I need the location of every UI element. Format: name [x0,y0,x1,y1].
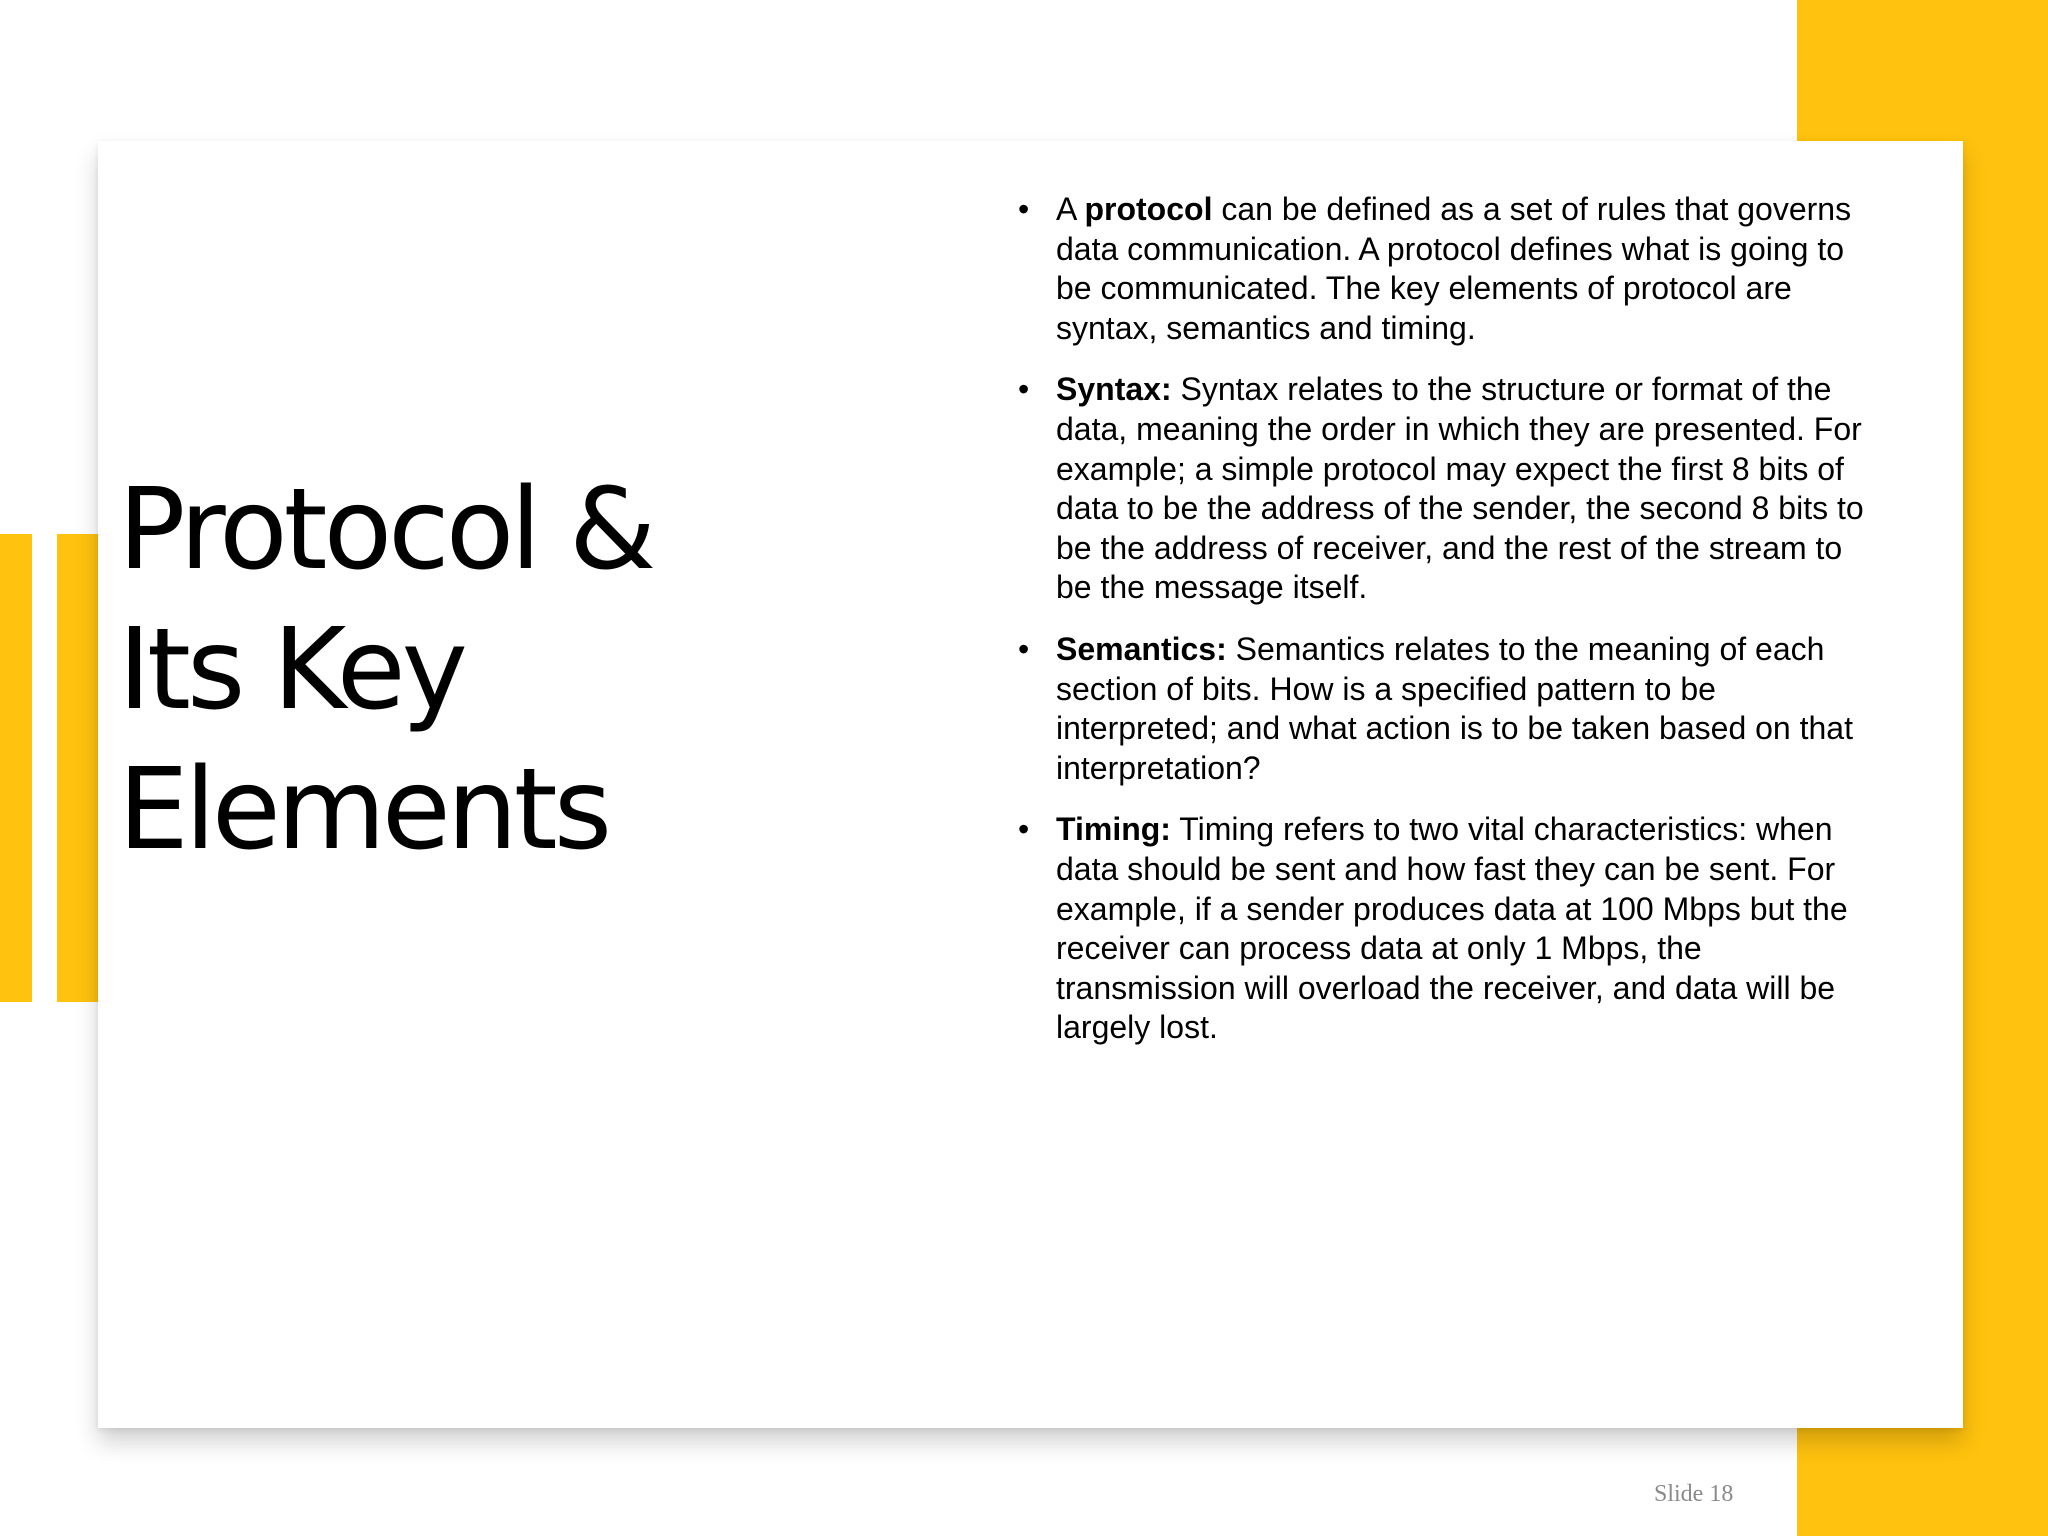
bullet-text: Timing refers to two vital characteristics: when data should be sent and how fast they can be sent. For example, if a sender produces data at 100 Mbps but the receiver can process data at only 1 Mbps, the transmission will overload the receiver, and data will be largely lost. [1056,811,1848,1046]
bullet-text: Syntax relates to the structure or format of the data, meaning the order in which they are presented. For example; a simple protocol may expect the first 8 bits of data to be the address of the sender, the second 8 bits to be the address of receiver, and the rest of the stream to be the message itself. [1056,371,1864,606]
bullet-text: can be defined as a set of rules that governs data communication. A protocol defines what is going to be communicated. The key elements of protocol are syntax, semantics and timing. [1056,191,1852,346]
slide-title-line: Its Key [118,605,464,735]
bullet-item-protocol [1018,190,1878,348]
bullet-item-syntax [1018,370,1878,608]
bullet-term: Semantics: [1056,630,1227,667]
bullet-text-lead: A [1056,191,1085,227]
bullet-term: protocol [1084,191,1213,227]
slide-title-line: Protocol & [118,465,653,595]
bullet-list [1018,190,1878,1070]
bullet-icon: • [1018,630,1030,667]
slide-title [118,460,838,880]
bullet-icon: • [1018,371,1030,408]
bullet-icon: • [1018,811,1030,848]
bullet-icon: • [1018,191,1030,227]
bullet-text: Semantics relates to the meaning of each section of bits. How is a specified pattern to be interpreted; and what action is to be taken based on that interpretation? [1056,630,1853,786]
slide-title-line: Elements [118,745,609,875]
accent-bar-left-outer [0,534,32,1002]
accent-bar-left-inner [57,534,98,1002]
bullet-item-timing [1018,810,1878,1048]
slide-number: Slide 18 [1654,1481,1734,1507]
bullet-term: Timing: [1056,811,1171,848]
bullet-term: Syntax: [1056,371,1172,408]
bullet-item-semantics [1018,630,1878,788]
